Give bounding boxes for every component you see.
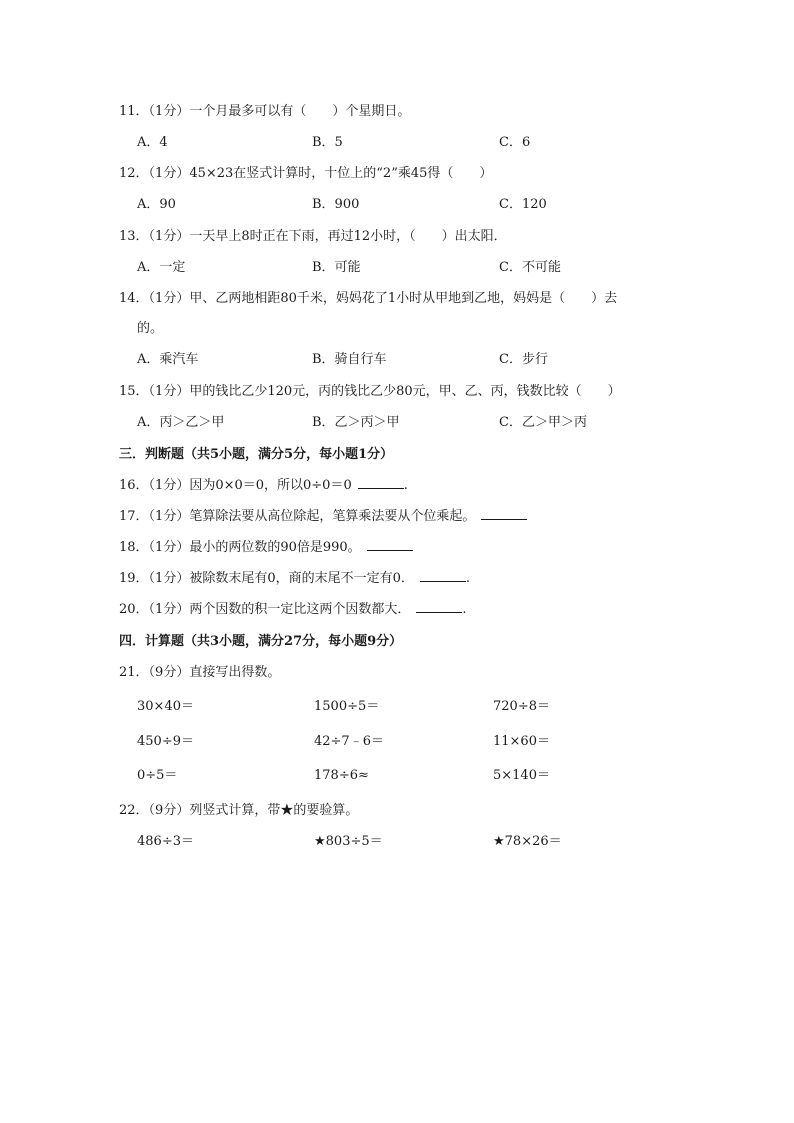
answer-blank[interactable]	[416, 602, 462, 613]
question-11-option-c: C．6	[499, 135, 531, 150]
calc-item: 450÷9＝	[137, 734, 194, 749]
question-15-option-a: A．丙＞乙＞甲	[137, 415, 225, 430]
question-12-stem: 12．（1分）45×23在竖式计算时，十位上的“2”乘45得（ ）	[119, 166, 493, 181]
question-12-option-c: C．120	[499, 197, 547, 212]
calc-item: 42÷7﹣6＝	[314, 734, 384, 749]
answer-blank[interactable]	[420, 571, 466, 582]
question-16-tail: .	[403, 478, 408, 493]
question-21-stem: 21．（9分）直接写出得数。	[119, 665, 281, 680]
question-11-option-b: B．5	[312, 135, 343, 150]
calc-item: 1500÷5＝	[314, 699, 380, 714]
question-17	[119, 509, 527, 525]
question-19-tail: .	[465, 571, 470, 586]
answer-blank[interactable]	[481, 509, 527, 520]
question-17-text: 17．（1分）笔算除法要从高位除起，笔算乘法要从个位乘起。	[119, 509, 476, 524]
question-18	[119, 540, 413, 556]
question-12-option-b: B．900	[312, 197, 360, 212]
question-14-option-a: A．乘汽车	[137, 352, 199, 367]
calc-item: 30×40＝	[137, 699, 194, 714]
question-22-stem: 22．（9分）列竖式计算，带★的要验算。	[119, 803, 359, 818]
calc-item: 486÷3＝	[137, 834, 194, 849]
question-18-text: 18．（1分）最小的两位数的90倍是990。	[119, 540, 361, 555]
section-4-heading: 四．计算题（共3小题，满分27分，每小题9分）	[119, 634, 403, 649]
question-15-option-c: C．乙＞甲＞丙	[499, 415, 587, 430]
calc-item: ★78×26＝	[493, 834, 562, 849]
question-19	[119, 571, 470, 587]
question-13-option-a: A．一定	[137, 260, 186, 275]
question-11-stem: 11．（1分）一个月最多可以有（ ）个星期日。	[119, 104, 411, 119]
question-16-text: 16．（1分）因为0×0＝0，所以0÷0＝0	[119, 478, 352, 493]
question-14-stem-continued: 的。	[137, 321, 164, 336]
question-16	[119, 478, 408, 494]
question-19-text: 19．（1分）被除数末尾有0，商的末尾不一定有0．	[119, 571, 414, 586]
question-12-option-a: A．90	[137, 197, 176, 212]
answer-blank[interactable]	[358, 478, 404, 489]
question-14-option-c: C．步行	[499, 352, 548, 367]
question-15-stem: 15．（1分）甲的钱比乙少120元，丙的钱比乙少80元，甲、乙、丙，钱数比较（ ）	[119, 384, 621, 399]
calc-item: 0÷5＝	[137, 768, 178, 783]
question-20	[119, 602, 466, 618]
section-3-heading: 三．判断题（共5小题，满分5分，每小题1分）	[119, 447, 394, 462]
question-13-option-b: B．可能	[312, 260, 361, 275]
calc-item: 178÷6≈	[314, 768, 369, 783]
question-14-stem: 14．（1分）甲、乙两地相距80千米，妈妈花了1小时从甲地到乙地，妈妈是（ ）去	[119, 291, 618, 306]
calc-item: 5×140＝	[493, 768, 550, 783]
calc-item: ★803÷5＝	[314, 834, 383, 849]
calc-item: 11×60＝	[493, 734, 550, 749]
calc-item: 720÷8＝	[493, 699, 550, 714]
question-14-option-b: B．骑自行车	[312, 352, 387, 367]
question-20-tail: .	[462, 602, 467, 617]
question-15-option-b: B．乙＞丙＞甲	[312, 415, 400, 430]
answer-blank[interactable]	[367, 540, 413, 551]
question-11-option-a: A．4	[137, 135, 168, 150]
question-13-stem: 13．（1分）一天早上8时正在下雨，再过12小时，（ ）出太阳．	[119, 229, 507, 244]
question-20-text: 20．（1分）两个因数的积一定比这两个因数都大．	[119, 602, 411, 617]
question-13-option-c: C．不可能	[499, 260, 561, 275]
